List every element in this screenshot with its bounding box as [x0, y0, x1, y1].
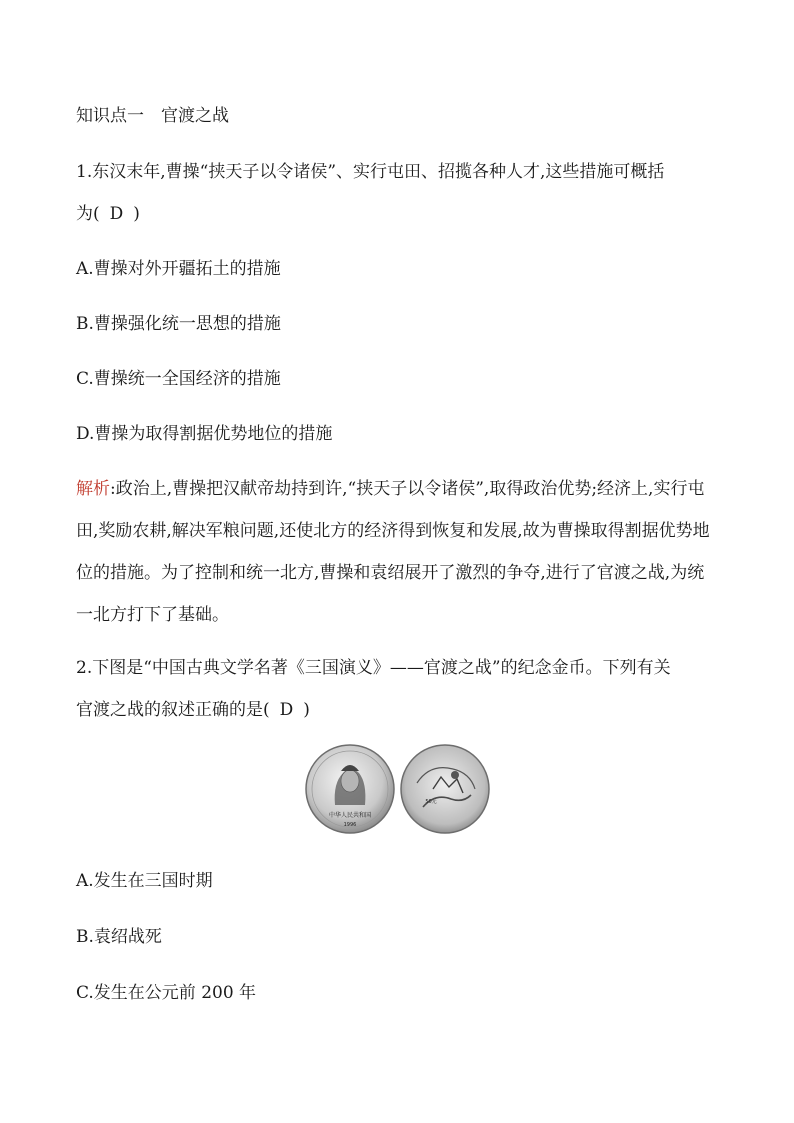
q2-stem-suffix: ) [303, 700, 310, 720]
q2-option-b: B.袁绍战死 [76, 927, 162, 947]
q1-analysis-text: :政治上,曹操把汉献帝劫持到许,“挟天子以令诸侯”,取得政治优势;经济上,实行屯田,奖励农耕,解决军粮问题,还使北方的经济得到恢复和发展,故为曹操取得割据优势地位的措施。为了控制和统一北方,曹操和袁绍展开了激烈的争夺,进行了官渡之战,为统一北方打下了基础。 [76, 479, 710, 625]
coin-obverse [306, 745, 394, 833]
q2-stem-prefix: 官渡之战的叙述正确的是( [76, 700, 270, 720]
q2-option-a: A.发生在三国时期 [76, 871, 213, 891]
q1-stem-line2 [76, 203, 140, 225]
q2-option-c: C.发生在公元前 200 年 [76, 983, 257, 1003]
coin-country-text: 中华人民共和国 [328, 812, 372, 819]
section-title: 知识点一 官渡之战 [76, 106, 229, 126]
q1-stem-suffix: ) [133, 204, 140, 224]
coin-year-text: 1996 [343, 822, 357, 828]
q1-answer: D [109, 204, 124, 224]
q1-option-a: A.曹操对外开疆拓土的措施 [76, 259, 281, 279]
q1-stem-line1: 1.东汉末年,曹操“挟天子以令诸侯”、实行屯田、招揽各种人才,这些措施可概括 [76, 162, 665, 182]
q1-analysis [76, 468, 721, 636]
q1-option-d: D.曹操为取得割据优势地位的措施 [76, 424, 333, 444]
q2-answer: D [279, 700, 294, 720]
q1-option-b: B.曹操强化统一思想的措施 [76, 314, 281, 334]
q2-stem-line1: 2.下图是“中国古典文学名著《三国演义》——官渡之战”的纪念金币。下列有关 [76, 658, 671, 678]
q2-stem-line2 [76, 699, 310, 721]
q1-option-c: C.曹操统一全国经济的措施 [76, 369, 281, 389]
coin-reverse [401, 745, 489, 833]
coin-value-text: 50元 [425, 799, 437, 805]
q1-stem-prefix: 为( [76, 204, 100, 224]
q1-analysis-label: 解析 [76, 479, 110, 499]
commemorative-coins-image [305, 743, 491, 835]
